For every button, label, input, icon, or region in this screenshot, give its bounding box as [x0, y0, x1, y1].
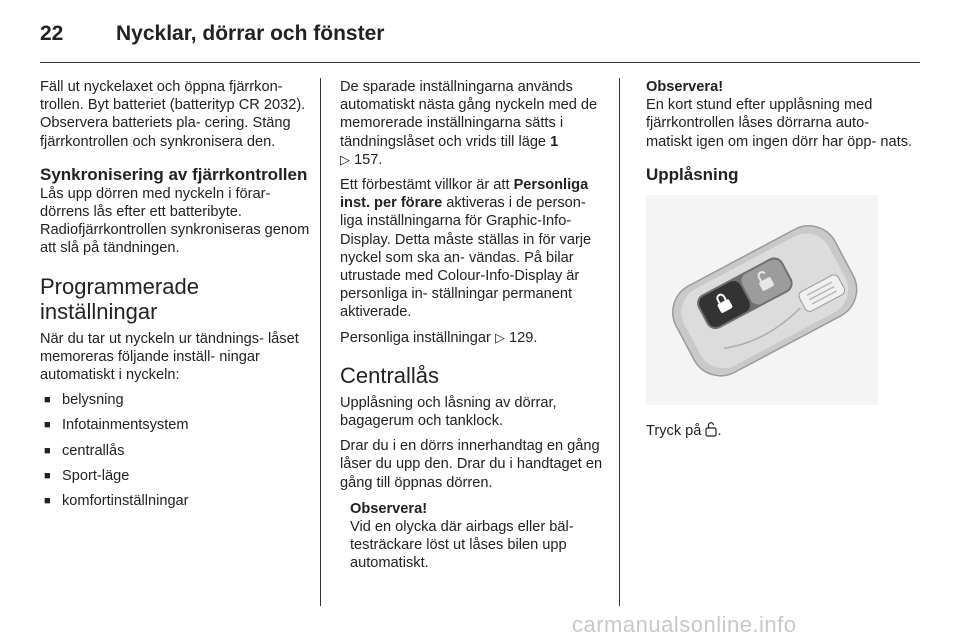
page-ref-link[interactable]: 157.: [354, 151, 383, 168]
bullet-icon: ■: [44, 444, 51, 457]
note-box: [646, 78, 918, 151]
note-box: [350, 500, 610, 573]
key-fob-illustration: [646, 195, 878, 405]
central-lock-text: Upplåsning och låsning av dörrar, bagagerum och tanklock.: [340, 394, 557, 430]
list-item: ■ komfortinställningar: [44, 493, 189, 510]
list-item: ■ Sport-läge: [44, 467, 130, 484]
watermark: carmanualsonline.info: [572, 612, 797, 637]
header-divider: [40, 62, 920, 63]
central-lock-heading: Centrallås: [340, 362, 440, 388]
personal-settings-text: Ett förbestämt villkor är att Personliga inst. per förare aktiveras i de person- liga inställningarna för Graphic-Info-Display. Detta måste ställas in för varje nyckel som ska an- vändas. På bilar utrustade med Colour-Info-Display är personliga in- ställningar permanent aktiverade.: [340, 177, 592, 321]
list-item: ■ belysning: [44, 392, 124, 409]
list-item: ■ centrallås: [44, 442, 125, 459]
door-handle-text: Drar du i en dörrs innerhandtag en gång låser du upp den. Drar du i handtaget en gång till öppnas dörren.: [340, 438, 603, 491]
column-divider-2: [619, 78, 620, 606]
list-item: ■ Infotainmentsystem: [44, 417, 189, 434]
unlock-heading: Upplåsning: [646, 164, 739, 184]
page-ref-arrow-icon: ▷: [494, 329, 505, 345]
sync-text: Lås upp dörren med nyckeln i förar- dörrens lås efter ett batteribyte. Radiofjärrkontrollen synkroniseras genom att slå på tändningen.: [40, 185, 310, 257]
column-1: [40, 78, 312, 517]
note-text: Vid en olycka där airbags eller bäl- testräckare löst ut låses bilen upp automatiskt.: [350, 519, 574, 572]
page-number: 22: [40, 22, 64, 45]
bullet-icon: ■: [44, 394, 51, 407]
column-2: [340, 78, 610, 573]
personal-settings-ref: Personliga inställningar ▷ 129.: [340, 329, 538, 346]
sync-heading: Synkronisering av fjärrkontrollen: [40, 164, 308, 184]
note-title: Observera!: [646, 79, 724, 95]
page-ref-arrow-icon: ▷: [340, 151, 350, 167]
saved-settings-text: De sparade inställningarna används automatiskt nästa gång nyckeln med de memorerade inställningarna sätts i tändningslåset och vrids till läge 1 ▷ 157.: [340, 79, 598, 168]
programmed-settings-heading: Programmerade inställningar: [40, 273, 199, 324]
bullet-icon: ■: [44, 495, 51, 508]
note-text: En kort stund efter upplåsning med fjärrkontrollen låses dörrarna auto- matiskt igen om ingen dörr har öpp- nats.: [646, 97, 913, 150]
battery-instructions: Fäll ut nyckelaxet och öppna fjärrkon- trollen. Byt batteriet (batterityp CR 2032). Observera batteriets pla- cering. Stäng fjärrkontrollen och synkronisera den.: [40, 79, 306, 150]
note-title: Observera!: [350, 500, 428, 517]
column-divider-1: [320, 78, 321, 606]
page-title: Nycklar, dörrar och fönster: [116, 22, 385, 45]
settings-list: [40, 391, 312, 510]
bullet-icon: ■: [44, 469, 51, 482]
page-ref-link[interactable]: 129.: [509, 329, 538, 346]
unlock-icon: [705, 422, 717, 437]
programmed-settings-text: När du tar ut nyckeln ur tändnings- låset memoreras följande inställ- ningar automatiskt i nyckeln:: [40, 330, 299, 384]
press-button-text: Tryck på .: [646, 423, 722, 440]
column-3: [646, 78, 918, 447]
bullet-icon: ■: [44, 419, 51, 432]
